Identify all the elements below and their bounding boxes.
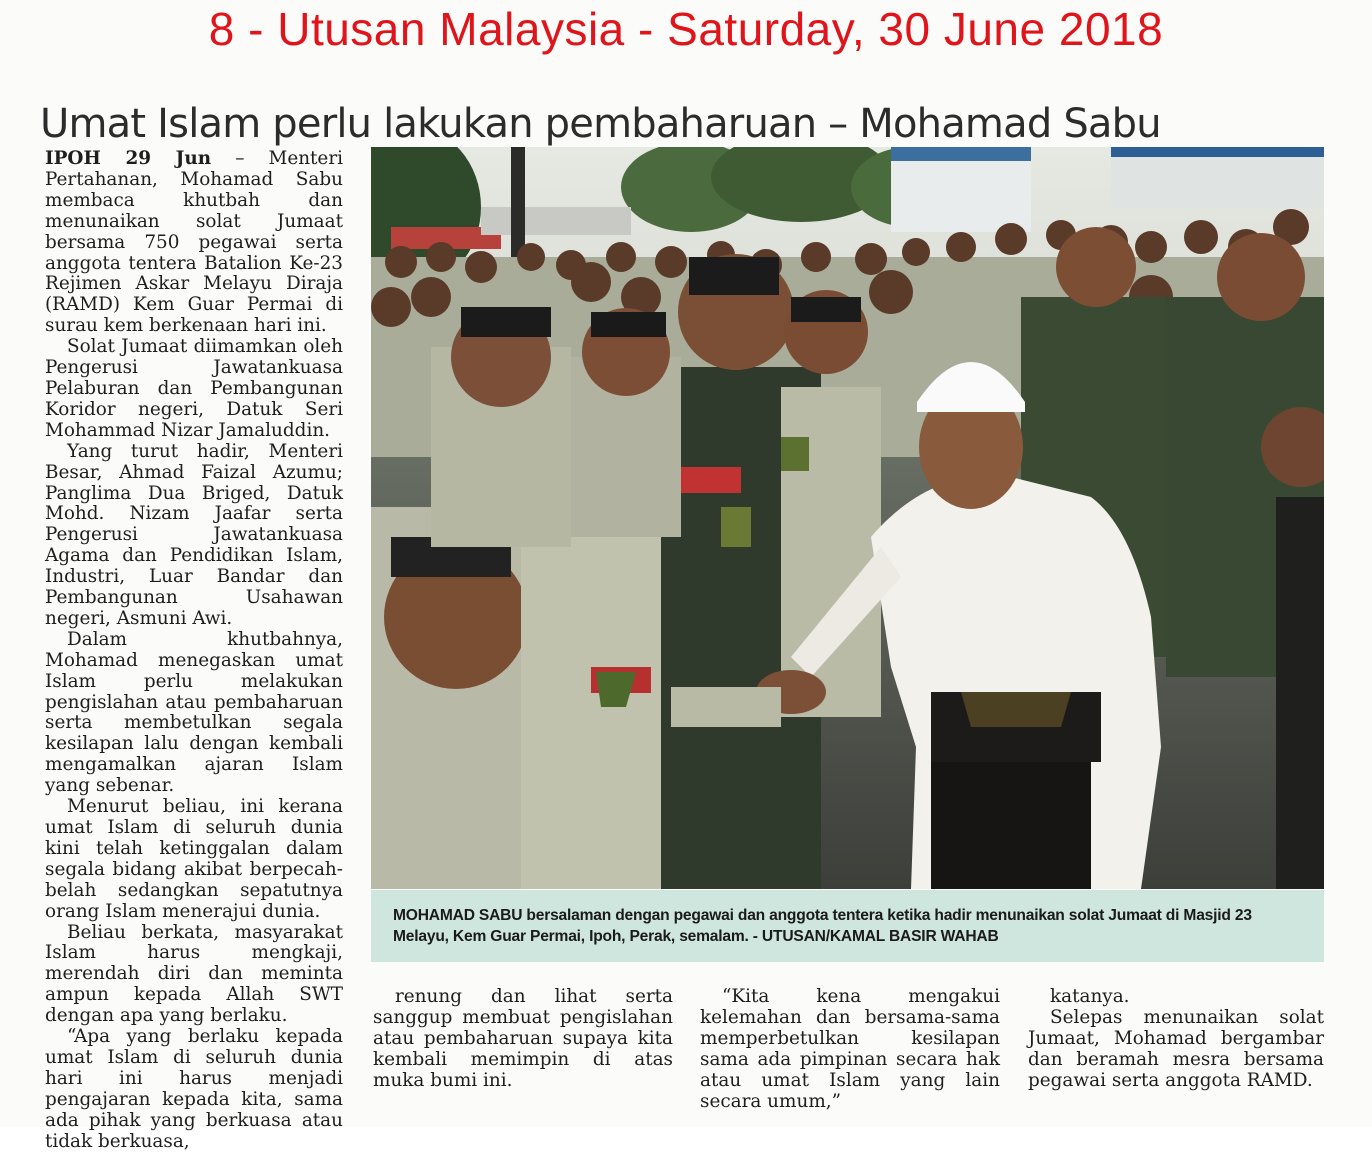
article-column-2: [373, 987, 673, 1092]
article-paragraph-4: Dalam khutbahnya, Mohamad menegaskan umat Islam perlu melakukan pengislahan atau pembaharuan serta membetulkan segala kesilapan lalu dengan kembali mengamalkan ajaran Islam yang sebenar.: [45, 628, 343, 797]
article-paragraph-6: Beliau berkata, masyarakat Islam harus mengkaji, merendah diri dan meminta ampun kepada Allah SWT dengan apa yang berlaku.: [45, 921, 343, 1027]
photo-caption-name: MOHAMAD SABU: [393, 907, 523, 924]
news-photo: [371, 147, 1324, 889]
article-column-4-closing: katanya.: [1050, 986, 1130, 1007]
article-paragraph-5: Menurut beliau, ini kerana umat Islam di seluruh dunia kini telah ketinggalan dalam segala bidang akibat berpecah-belah sedangkan sepatutnya orang Islam menerajui dunia.: [45, 796, 343, 922]
soldier-left-4: [571, 308, 681, 537]
article-paragraph-1-text: – Menteri Pertahanan, Mohamad Sabu membaca khutbah dan menunaikan solat Jumaat bersama 750 pegawai serta anggota tentera Batalion Ke-23 Rejimen Askar Melayu Diraja (RAMD) Kem Guar Permai di surau kem berkenaan hari ini.: [45, 148, 343, 337]
article-dateline: IPOH 29 Jun: [45, 148, 212, 169]
article-column-3-text: “Kita kena mengakui kelemahan dan bersama-sama memperbetulkan kesilapan sama ada pimpinan secara hak atau umat Islam yang lain secara umum,”: [700, 986, 1000, 1112]
photo-caption: [371, 890, 1324, 962]
article-column-4: [1028, 987, 1324, 1092]
source-line: 8 - Utusan Malaysia - Saturday, 30 June 2018: [208, 3, 1164, 55]
article-paragraph-7: “Apa yang berlaku kepada umat Islam di seluruh dunia hari ini harus menjadi pengajaran kepada kita, sama ada pihak yang berkuasa atau tidak berkuasa,: [45, 1026, 343, 1152]
article-headline: Umat Islam perlu lakukan pembaharuan – Mohamad Sabu: [40, 100, 1161, 147]
news-photo-illustration: [371, 147, 1324, 889]
article-paragraph-2: Solat Jumaat diimamkan oleh Pengerusi Jawatankuasa Pelaburan dan Pembangunan Koridor negeri, Datuk Seri Mohammad Nizar Jamaluddin.: [45, 336, 343, 441]
article-column-1: [45, 149, 343, 1153]
article-paragraph-3: Yang turut hadir, Menteri Besar, Ahmad Faizal Azumu; Panglima Dua Briged, Datuk Mohd. Nizam Jaafar serta Pengerusi Jawatankuasa Agama dan Pendidikan Islam, Industri, Luar Bandar dan Pembangunan Usahawan negeri, Asmuni Awi.: [45, 440, 343, 629]
article-column-3: [700, 987, 1000, 1112]
article-column-2-text: renung dan lihat serta sanggup membuat pengislahan atau pembaharuan supaya kita kembali memimpin di atas muka bumi ini.: [373, 986, 673, 1091]
article-paragraph-1: [45, 149, 343, 337]
article-column-4-text: Selepas menunaikan solat Jumaat, Mohamad bergambar dan beramah mesra bersama pegawai serta anggota RAMD.: [1028, 1006, 1324, 1091]
photo-caption-text: bersalaman dengan pegawai dan anggota tentera ketika hadir menunaikan solat Jumaat di Masjid 23 Melayu, Kem Guar Permai, Ipoh, Perak, semalam. - UTUSAN/KAMAL BASIR WAHAB: [393, 907, 1252, 945]
